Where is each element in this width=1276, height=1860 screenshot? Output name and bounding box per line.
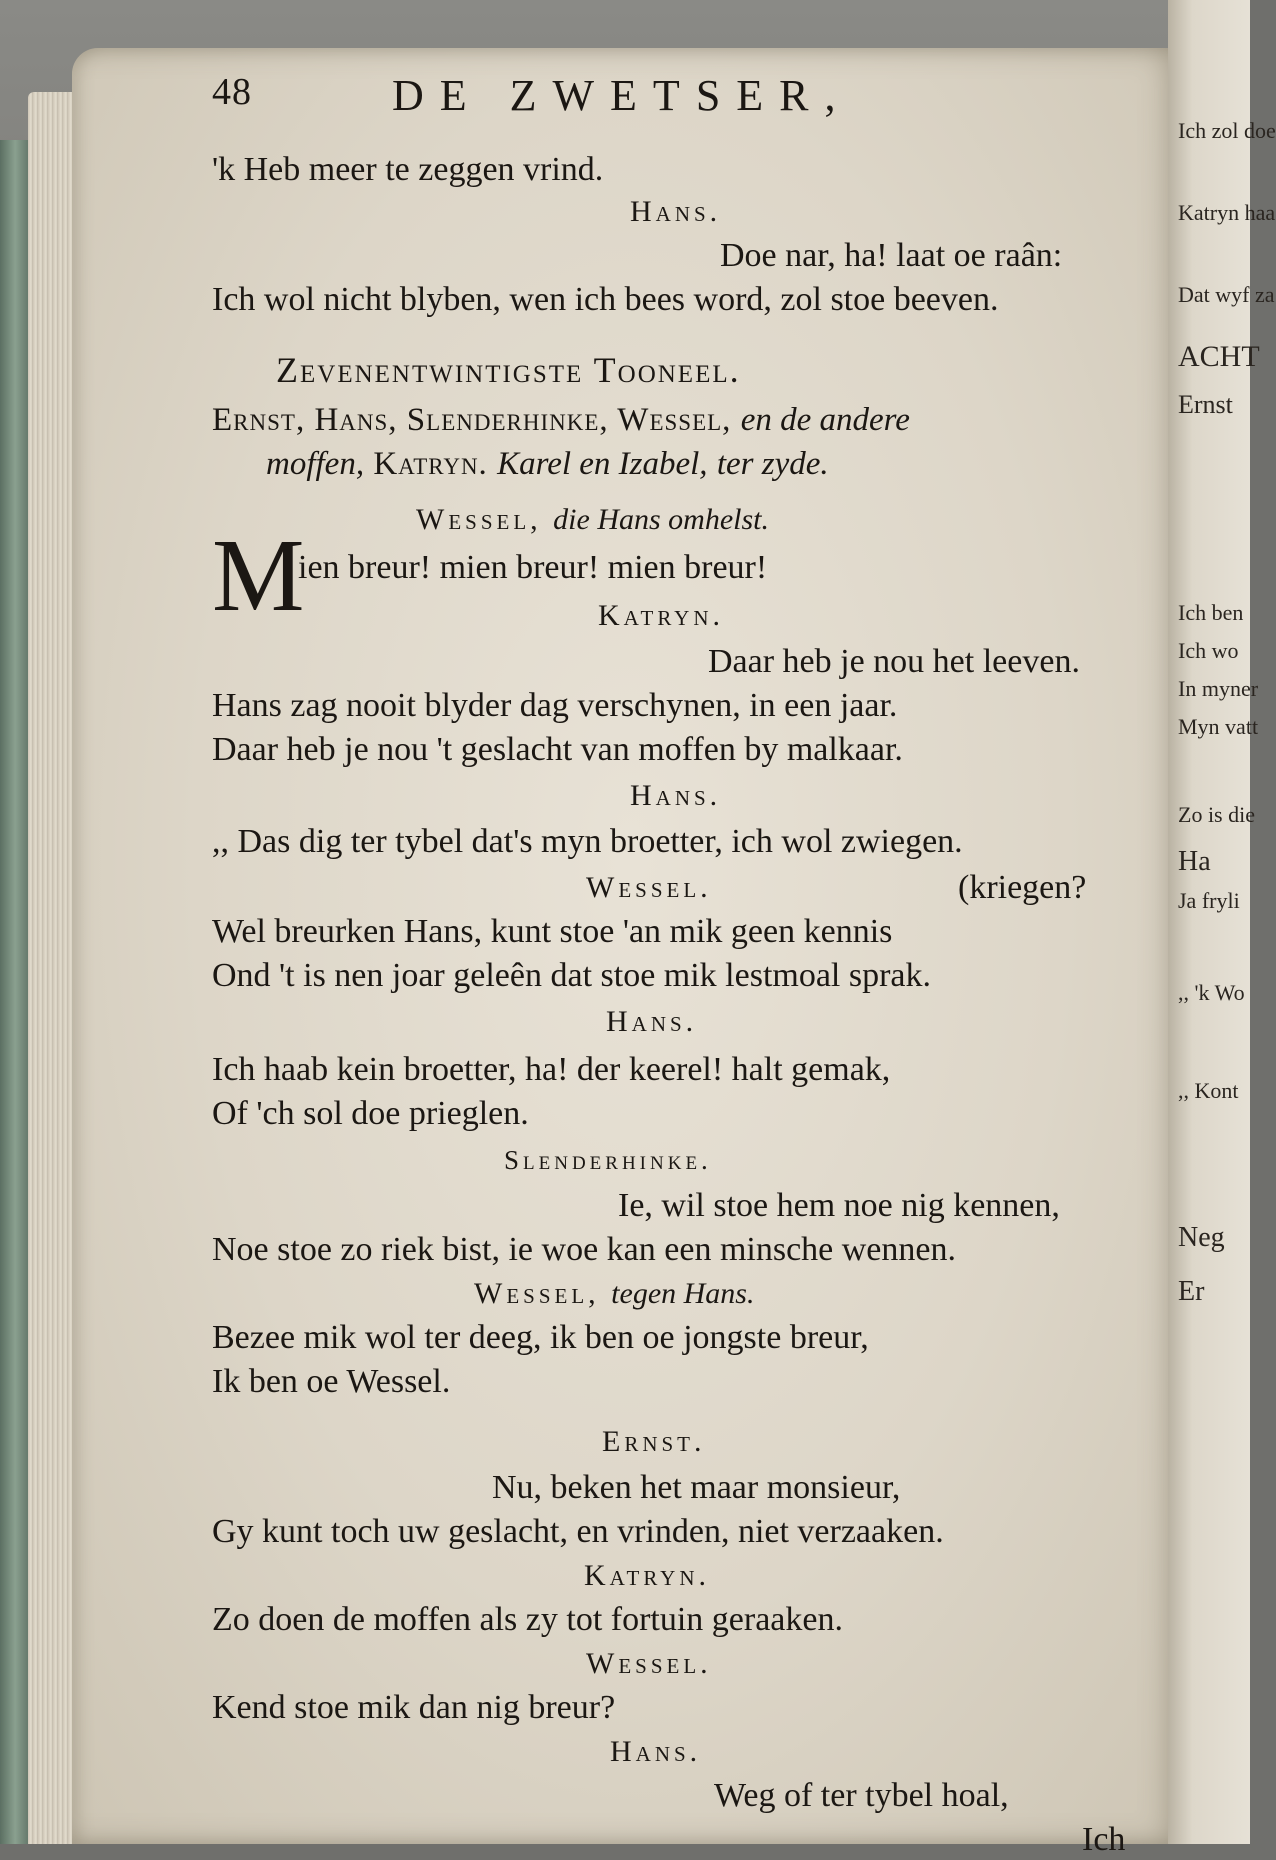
facing-line: In myner bbox=[1178, 676, 1259, 701]
verse-line: Weg of ter tybel hoal, bbox=[714, 1777, 1009, 1814]
drop-cap: M bbox=[212, 518, 305, 633]
page-number: 48 bbox=[212, 71, 252, 113]
stage-direction: die Hans omhelst. bbox=[553, 503, 769, 536]
facing-line: Myn vatt bbox=[1178, 714, 1259, 739]
scene-title: Zevenentwintigste Tooneel. bbox=[276, 350, 741, 390]
facing-line: Ha bbox=[1178, 846, 1211, 877]
verse-line: ien breur! mien breur! mien breur! bbox=[298, 549, 768, 586]
catchword: Ich bbox=[1082, 1821, 1126, 1858]
verse-line: Ik ben oe Wessel. bbox=[212, 1363, 451, 1400]
verse-line: Ich wol nicht blyben, wen ich bees word, zol stoe beeven. bbox=[212, 281, 999, 318]
verse-line: ,, Das dig ter tybel dat's myn broetter, ich wol zwiegen. bbox=[212, 823, 963, 860]
facing-line: Ich wo bbox=[1178, 638, 1239, 663]
cast-note: ter zyde. bbox=[716, 446, 829, 482]
facing-line: Er bbox=[1178, 1276, 1205, 1307]
verse-line: Hans zag nooit blyder dag verschynen, in een jaar. bbox=[212, 687, 898, 724]
cast-names: Katryn. bbox=[373, 446, 488, 482]
speaker-name: Katryn. bbox=[598, 599, 725, 632]
verse-line: Wel breurken Hans, kunt stoe 'an mik geen kennis bbox=[212, 913, 893, 950]
facing-line: Katryn haa bbox=[1178, 200, 1276, 225]
facing-line: Ja fryli bbox=[1178, 888, 1240, 913]
stage-direction: tegen Hans. bbox=[611, 1277, 755, 1310]
speaker-name: Wessel. bbox=[586, 1647, 712, 1680]
cast-note: Karel en Izabel, bbox=[497, 446, 708, 482]
speaker-name: Ernst. bbox=[602, 1425, 706, 1458]
cast-note: moffen, bbox=[266, 446, 365, 482]
speaker-name: Katryn. bbox=[584, 1559, 711, 1592]
speaker-name bbox=[416, 500, 769, 540]
cast-names: Ernst, Hans, Slenderhinke, Wessel, bbox=[212, 402, 732, 438]
verse-line: Daar heb je nou 't geslacht van moffen by malkaar. bbox=[212, 731, 903, 768]
verse-line: Gy kunt toch uw geslacht, en vrinden, niet verzaaken. bbox=[212, 1513, 944, 1550]
speaker-name: Hans. bbox=[630, 195, 722, 228]
cast-note: en de andere bbox=[740, 402, 910, 438]
running-title: DE ZWETSER, bbox=[392, 71, 852, 120]
facing-line: Zo is die bbox=[1178, 802, 1255, 827]
verse-line: Ich haab kein broetter, ha! der keerel! halt gemak, bbox=[212, 1051, 891, 1088]
facing-line: Dat wyf za bbox=[1178, 282, 1275, 307]
speaker-label: Wessel, bbox=[416, 503, 542, 536]
verse-line: Ond 't is nen joar geleên dat stoe mik lestmoal sprak. bbox=[212, 957, 932, 994]
verse-line: Doe nar, ha! laat oe raân: bbox=[720, 237, 1063, 274]
verse-line: Bezee mik wol ter deeg, ik ben oe jongste breur, bbox=[212, 1319, 869, 1356]
verse-line: Kend stoe mik dan nig breur? bbox=[212, 1689, 616, 1726]
facing-page bbox=[1168, 0, 1276, 1844]
verse-line: Nu, beken het maar monsieur, bbox=[492, 1469, 901, 1506]
cast-list bbox=[212, 400, 910, 440]
verse-line: Ie, wil stoe hem noe nig kennen, bbox=[618, 1187, 1060, 1224]
speaker-name: Wessel. bbox=[586, 871, 712, 904]
facing-line: Neg bbox=[1178, 1222, 1225, 1253]
facing-line: ,, 'k Wo bbox=[1178, 980, 1245, 1005]
speaker-name bbox=[474, 1274, 754, 1314]
verse-line: Zo doen de moffen als zy tot fortuin geraaken. bbox=[212, 1601, 843, 1638]
verse-turnover: (kriegen? bbox=[958, 869, 1087, 906]
verse-line: Daar heb je nou het leeven. bbox=[708, 643, 1080, 680]
speaker-name: Hans. bbox=[610, 1735, 702, 1768]
facing-line: Ich zol doe bbox=[1178, 118, 1276, 143]
page-text bbox=[212, 60, 1142, 1858]
speaker-name: Hans. bbox=[606, 1005, 698, 1038]
verse-line: 'k Heb meer te zeggen vrind. bbox=[212, 151, 604, 188]
verse-line: Of 'ch sol doe prieglen. bbox=[212, 1095, 529, 1132]
running-header bbox=[212, 60, 1142, 138]
facing-line: ACHT bbox=[1178, 340, 1260, 373]
speaker-name: Hans. bbox=[630, 779, 722, 812]
verse-line: Noe stoe zo riek bist, ie woe kan een minsche wennen. bbox=[212, 1231, 956, 1268]
speaker-label: Wessel, bbox=[474, 1277, 600, 1310]
cast-list bbox=[266, 444, 829, 484]
facing-line: Ernst bbox=[1178, 390, 1233, 419]
speaker-name: Slenderhinke. bbox=[504, 1145, 712, 1175]
facing-line: Ich ben bbox=[1178, 600, 1244, 625]
facing-line: ,, Kont bbox=[1178, 1078, 1239, 1103]
